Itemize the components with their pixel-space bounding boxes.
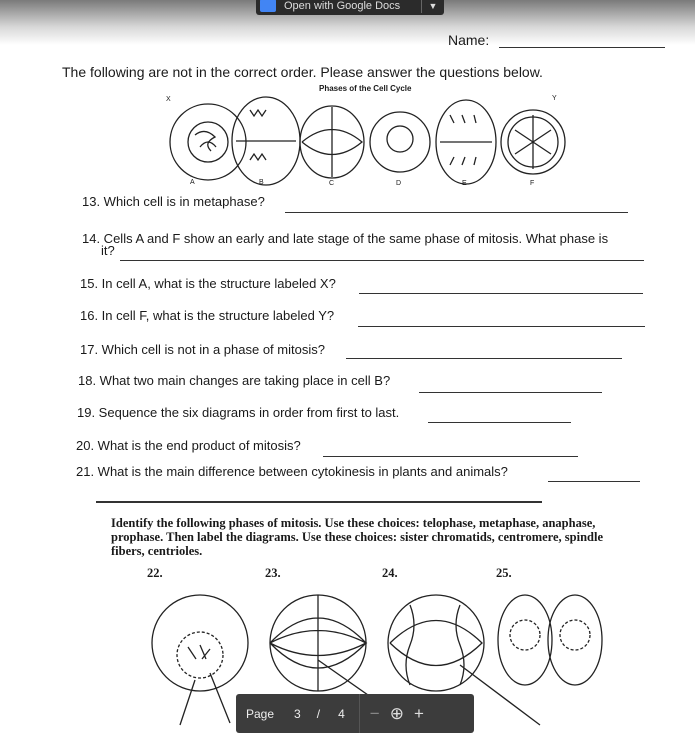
label-y: Y <box>552 95 557 102</box>
answer-line-21b <box>96 501 542 503</box>
cell-cycle-figure <box>150 85 580 195</box>
answer-line-14 <box>120 260 644 261</box>
cell-label-a: A <box>190 179 195 186</box>
name-answer-line <box>499 47 665 48</box>
page-label: Page <box>246 706 275 721</box>
page-current[interactable]: 3 <box>294 706 301 721</box>
diagram-number-23: 23. <box>265 566 281 580</box>
page-total: 4 <box>338 706 345 721</box>
cell-label-d: D <box>396 180 402 187</box>
cell-label-e: E <box>462 180 467 187</box>
chevron-down-icon[interactable]: ▼ <box>421 0 444 13</box>
question-18: 18. What two main changes are taking place in cell B? <box>78 373 391 388</box>
question-14-cont: it? <box>101 243 115 258</box>
answer-line-20 <box>323 456 578 457</box>
diagram-number-25: 25. <box>496 566 512 580</box>
instructions: Identify the following phases of mitosis. Use these choices: telophase, metaphase, anaphase, prophase. Then label the diagrams. Use these choices: sister chromatids, centromere, spindle fibers, centrioles. <box>111 516 603 558</box>
page-toolbar <box>236 694 474 733</box>
answer-line-15 <box>359 293 643 294</box>
zoom-icon[interactable]: ⊕ <box>389 703 404 723</box>
cell-label-b: B <box>259 179 264 186</box>
page-separator: / <box>316 706 321 721</box>
question-21: 21. What is the main difference between cytokinesis in plants and animals? <box>76 464 508 479</box>
question-20: 20. What is the end product of mitosis? <box>76 438 301 453</box>
answer-line-18 <box>419 392 602 393</box>
question-13: 13. Which cell is in metaphase? <box>82 194 265 209</box>
figure-title: Phases of the Cell Cycle <box>319 84 412 93</box>
cell-label-f: F <box>530 180 535 187</box>
zoom-out-button[interactable]: − <box>369 703 380 723</box>
answer-line-16 <box>358 326 645 327</box>
answer-line-17 <box>346 358 622 359</box>
answer-line-13 <box>285 212 628 213</box>
answer-line-19 <box>428 422 571 423</box>
label-x: X <box>166 96 171 103</box>
google-docs-icon <box>260 0 276 12</box>
toolbar-divider <box>359 694 360 733</box>
diagram-number-22: 22. <box>147 566 163 580</box>
cell-label-c: C <box>329 180 335 187</box>
intro-text: The following are not in the correct order. Please answer the questions below. <box>62 64 543 80</box>
question-17: 17. Which cell is not in a phase of mitosis? <box>80 342 325 357</box>
answer-line-21a <box>548 481 640 482</box>
question-16: 16. In cell F, what is the structure labeled Y? <box>80 308 335 323</box>
question-14: 14. Cells A and F show an early and late stage of the same phase of mitosis. What phase is <box>82 231 609 246</box>
name-label: Name: <box>448 32 490 48</box>
open-with-google-docs-button[interactable] <box>256 0 444 15</box>
diagram-number-24: 24. <box>382 566 398 580</box>
question-19: 19. Sequence the six diagrams in order from first to last. <box>77 405 400 420</box>
question-15: 15. In cell A, what is the structure labeled X? <box>80 276 336 291</box>
zoom-in-button[interactable]: + <box>413 703 424 723</box>
open-with-label: Open with Google Docs <box>284 0 401 12</box>
